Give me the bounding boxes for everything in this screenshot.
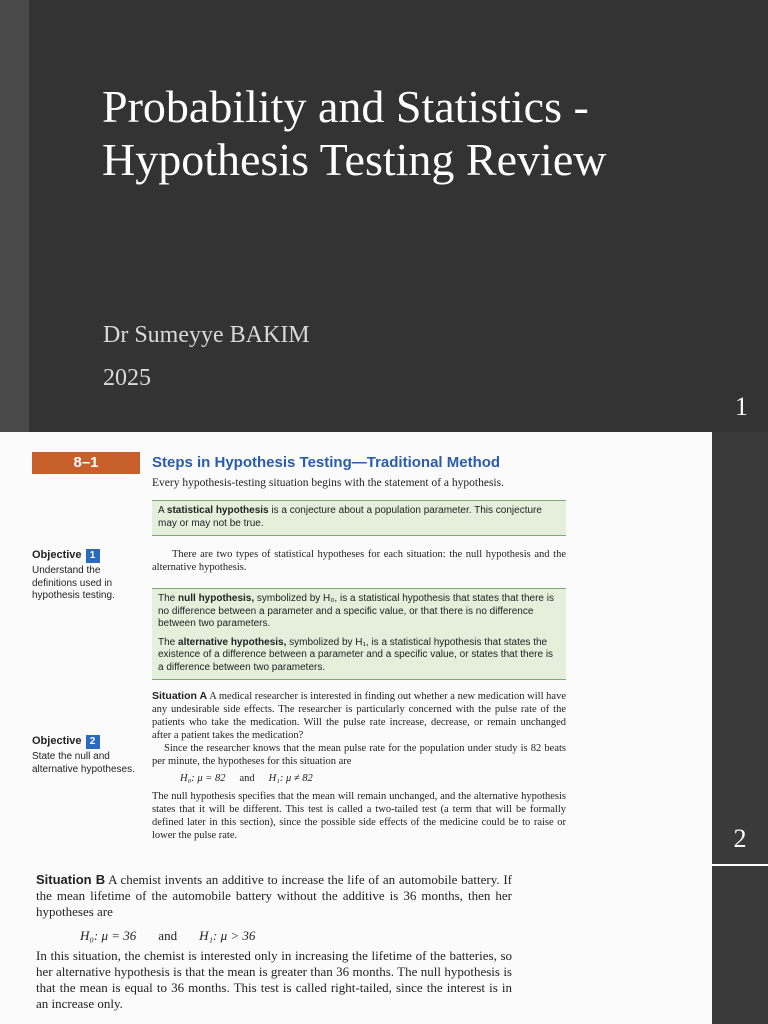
def-text: is a conjecture about a population parameter. This conjecture may or may not be true. [158, 505, 542, 529]
situation-b-text2: In this situation, the chemist is interested only in increasing the lifetime of the batteries, so her alternative hypothesis is that the mean is greater than 36 months. The null hypothesis is that the mean is equal to 36 months. This test is called right-tailed, since the interest is in an increase only. [36, 948, 512, 1011]
slide-year: 2025 [103, 365, 151, 391]
slide-accent-bar [0, 0, 29, 432]
paragraph-two-types: There are two types of statistical hypotheses for each situation: the null hypothesis and the alternative hypothesis. [152, 549, 566, 573]
objective-1 [32, 548, 136, 603]
section-number-badge: 8–1 [32, 452, 140, 474]
content-slide [0, 432, 768, 1024]
title-slide [0, 0, 768, 432]
def-term: null hypothesis, [178, 593, 255, 604]
slide-title: Probability and Statistics - Hypothesis Testing Review [102, 81, 607, 185]
def-null [158, 593, 560, 631]
section-intro: Every hypothesis-testing situation begins with the statement of a hypothesis. [152, 477, 504, 489]
objective-2 [32, 734, 136, 776]
objective-number: 2 [86, 735, 100, 749]
situation-a-hypotheses [180, 772, 313, 785]
situation-a-text1: A medical researcher is interested in finding out whether a new medication will have any undesirable side effects. The researcher is particularly concerned with the pulse rate of the patients who take the medication. Will the pulse rate increase, decrease, or remain unchanged after a patient takes the medication? [152, 691, 566, 741]
def-text: symbolized by H₁, is a statistical hypothesis that states the existence of a difference between a parameter and a specific value, or states that there is a difference between two parameters. [158, 636, 554, 673]
situation-b-hypotheses [80, 928, 255, 944]
and-b: and [158, 928, 178, 943]
bar-divider [712, 864, 768, 866]
objective-number: 1 [86, 549, 100, 563]
objective-text: State the null and alternative hypotheses. [32, 751, 135, 775]
definition-statistical-hypothesis [152, 500, 566, 536]
h0-b: H₀: μ = 36 [80, 928, 137, 943]
def-term: statistical hypothesis [166, 505, 269, 516]
slide-number: 2 [733, 824, 747, 853]
def-text: symbolized by H₀, is a statistical hypothesis that states that there is no difference between a parameter and a specific value, or that there is no difference between two parameters. [158, 593, 554, 629]
def-prefix: The [158, 593, 179, 604]
situation-b-lead: Situation B [36, 872, 106, 887]
objective-label: Objective [32, 549, 82, 561]
section-title: Steps in Hypothesis Testing—Traditional Method [152, 454, 501, 471]
situation-a-lead: Situation A [152, 690, 208, 702]
h0-a: H₀: μ = 82 [180, 773, 226, 784]
h1-a: H₁: μ ≠ 82 [268, 773, 313, 784]
situation-a-text3: The null hypothesis specifies that the mean will remain unchanged, and the alternative hypothesis states that it will be different. This test is called a two-tailed test (a term that will be formally defined later in this section), since the possible side effects of the medicine could be to raise or lower the pulse rate. [152, 791, 566, 841]
objective-label: Objective [32, 735, 82, 747]
textbook-page-image [0, 432, 712, 1024]
and-a: and [239, 773, 255, 784]
def-prefix: A [158, 505, 167, 516]
situation-a [152, 690, 566, 768]
situation-b [36, 872, 512, 920]
situation-a-text2: Since the researcher knows that the mean pulse rate for the population under study is 82 beats per minute, the hypotheses for this situation are [152, 743, 566, 767]
slide-number: 1 [735, 392, 748, 421]
situation-b-text1: A chemist invents an additive to increase the life of an automobile battery. If the mean lifetime of the automobile battery without the additive is 36 months, then her hypotheses are [36, 872, 512, 919]
h1-b: H₁: μ > 36 [199, 928, 256, 943]
def-term: alternative hypothesis, [178, 636, 287, 648]
def-prefix: The [158, 636, 179, 648]
slide-author: Dr Sumeyye BAKIM [103, 322, 310, 348]
def-alternative [158, 637, 560, 675]
objective-text: Understand the definitions used in hypothesis testing. [32, 565, 115, 601]
slide-accent-bar-right [712, 432, 768, 1024]
definition-null-alternative [152, 588, 566, 680]
